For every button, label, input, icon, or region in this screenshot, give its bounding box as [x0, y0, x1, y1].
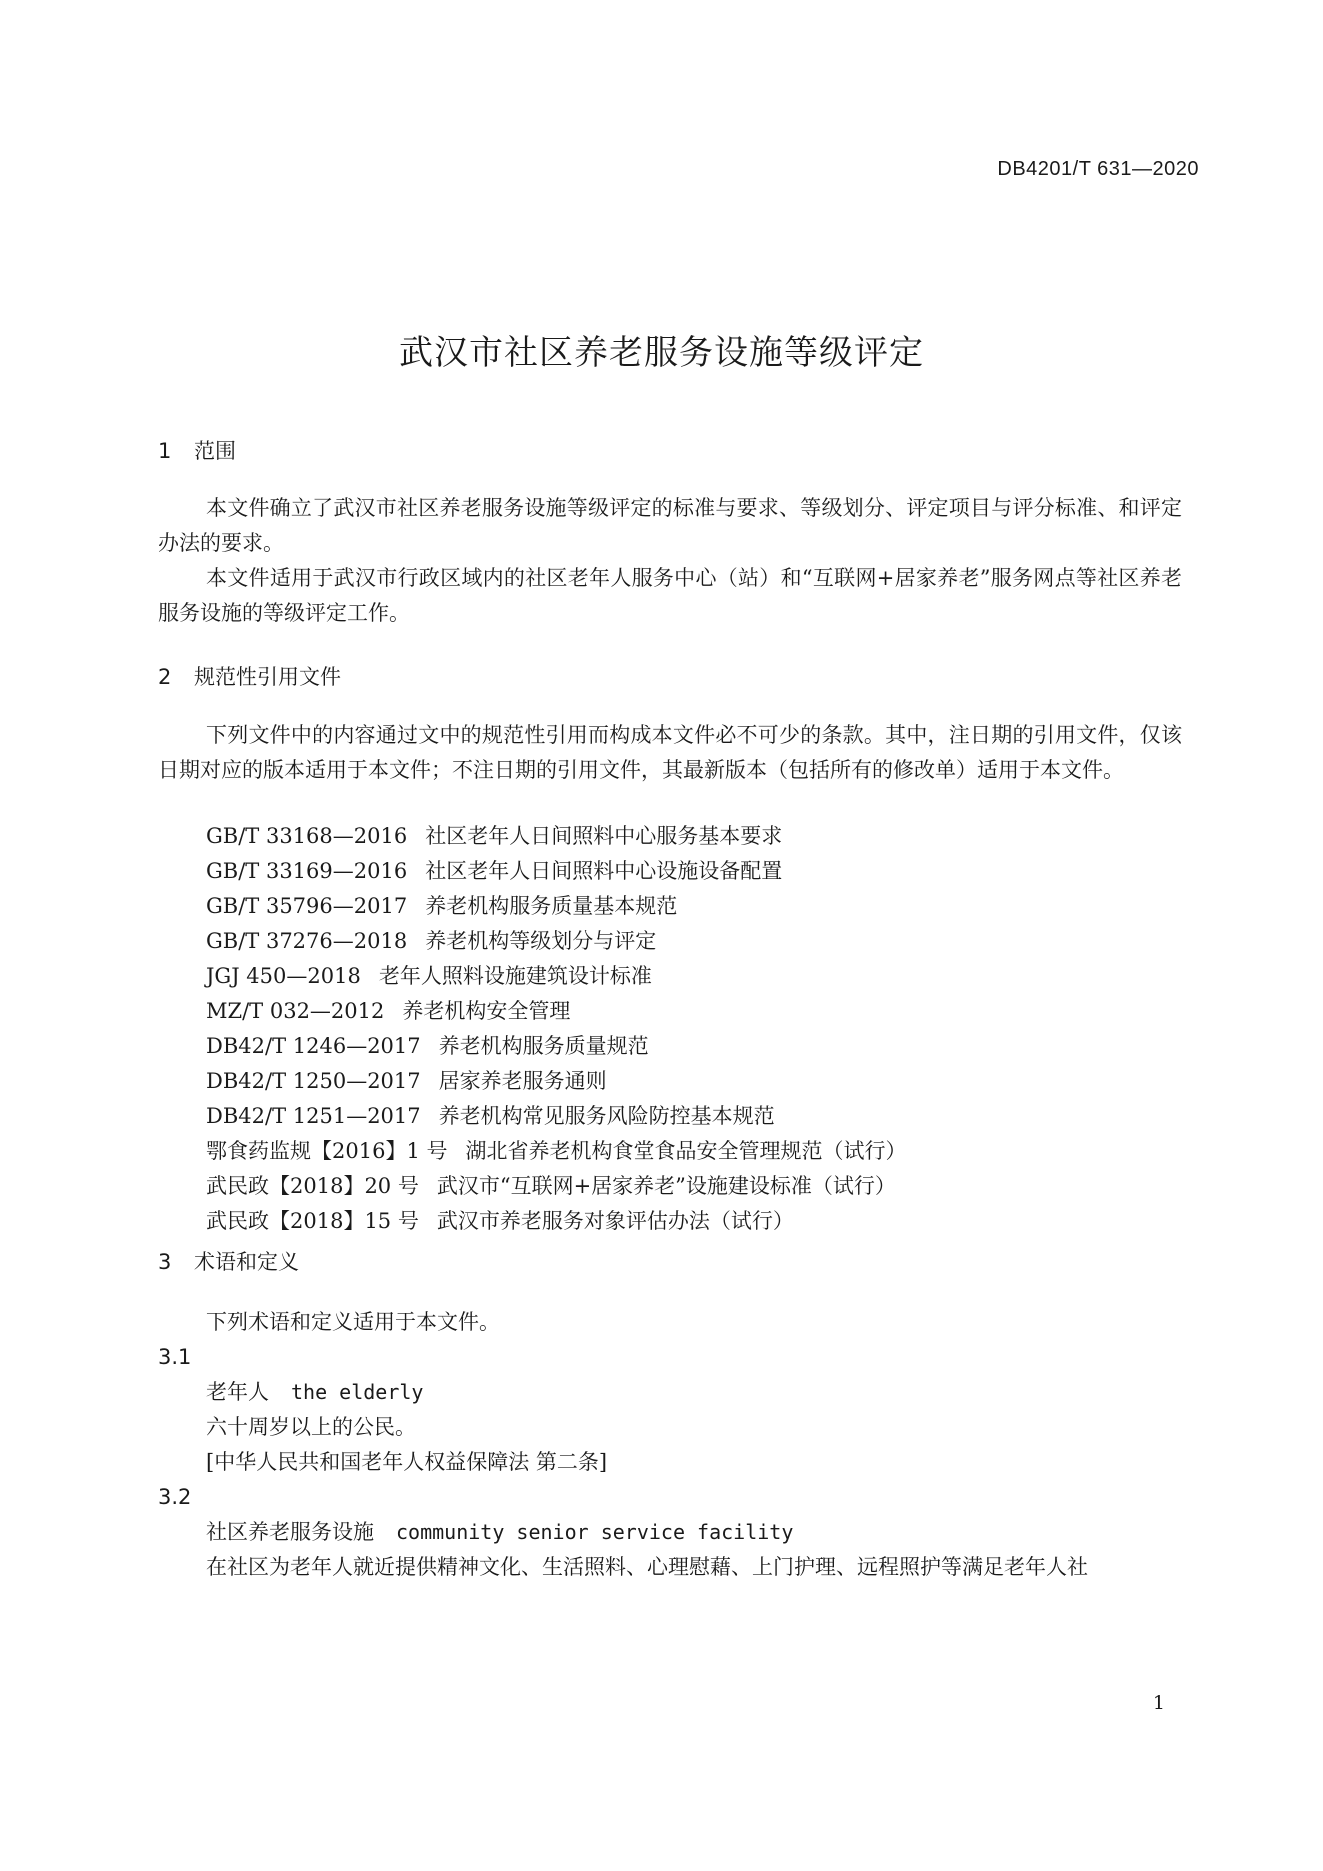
reference-name: 武汉市“互联网+居家养老”设施建设标准（试行） — [436, 1174, 896, 1198]
term-number: 3.1 — [158, 1345, 192, 1369]
reference-name: 养老机构服务质量规范 — [438, 1034, 649, 1058]
reference-name: 社区老年人日间照料中心设施设备配置 — [425, 859, 783, 883]
term-name: 老年人 — [206, 1380, 269, 1404]
reference-item — [206, 1134, 1196, 1169]
reference-name: 社区老年人日间照料中心服务基本要求 — [425, 824, 783, 848]
section-number: 3 — [158, 1250, 172, 1274]
reference-name: 养老机构常见服务风险防控基本规范 — [438, 1104, 775, 1128]
reference-name: 老年人照料设施建筑设计标准 — [378, 964, 652, 988]
reference-code: GB/T 35796—2017 — [206, 894, 408, 918]
reference-item — [206, 854, 1196, 889]
term-heading — [206, 1375, 1186, 1410]
terms-intro — [158, 1305, 1182, 1340]
term-definition: 六十周岁以上的公民。 — [206, 1415, 416, 1439]
section-heading-terms — [158, 1247, 299, 1277]
reference-name: 养老机构安全管理 — [402, 999, 571, 1023]
section-heading-normative-references — [158, 662, 341, 692]
reference-code: 武民政【2018】15 号 — [206, 1209, 419, 1233]
reference-code: GB/T 37276—2018 — [206, 929, 408, 953]
reference-code: MZ/T 032—2012 — [206, 999, 385, 1023]
reference-code: GB/T 33169—2016 — [206, 859, 408, 883]
reference-name: 养老机构服务质量基本规范 — [425, 894, 678, 918]
paragraph: 下列术语和定义适用于本文件。 — [206, 1310, 500, 1334]
paragraph: 本文件确立了武汉市社区养老服务设施等级评定的标准与要求、等级划分、评定项目与评分标准、和评定办法的要求。 — [158, 496, 1182, 555]
reference-item — [206, 1029, 1196, 1064]
term-number: 3.2 — [158, 1485, 192, 1509]
reference-item — [206, 1064, 1196, 1099]
section-title: 范围 — [194, 439, 236, 463]
reference-code: JGJ 450—2018 — [206, 964, 361, 988]
reference-item — [206, 1169, 1196, 1204]
section-number: 2 — [158, 665, 172, 689]
reference-code: DB42/T 1246—2017 — [206, 1034, 421, 1058]
reference-name: 湖北省养老机构食堂食品安全管理规范（试行） — [465, 1139, 907, 1163]
reference-name: 养老机构等级划分与评定 — [425, 929, 657, 953]
reference-item — [206, 994, 1196, 1029]
reference-list — [206, 819, 1196, 1239]
document-title: 武汉市社区养老服务设施等级评定 — [399, 333, 924, 373]
reference-code: DB42/T 1250—2017 — [206, 1069, 421, 1093]
reference-code: GB/T 33168—2016 — [206, 824, 408, 848]
reference-item — [206, 889, 1196, 924]
paragraph: 本文件适用于武汉市行政区域内的社区老年人服务中心（站）和“互联网+居家养老”服务网点等社区养老服务设施的等级评定工作。 — [158, 566, 1182, 625]
reference-name: 武汉市养老服务对象评估办法（试行） — [436, 1209, 794, 1233]
reference-item — [206, 819, 1196, 854]
paragraph: 下列文件中的内容通过文中的规范性引用而构成本文件必不可少的条款。其中，注日期的引用文件，仅该日期对应的版本适用于本文件；不注日期的引用文件，其最新版本（包括所有的修改单）适用于本文件。 — [158, 723, 1182, 782]
document-code: DB4201/T 631—2020 — [997, 158, 1199, 180]
term-source: [中华人民共和国老年人权益保障法 第二条] — [206, 1450, 608, 1474]
reference-code: DB42/T 1251—2017 — [206, 1104, 421, 1128]
reference-item — [206, 1204, 1196, 1239]
section-heading-scope — [158, 436, 236, 466]
section-title: 术语和定义 — [194, 1250, 299, 1274]
term-definition: 在社区为老年人就近提供精神文化、生活照料、心理慰藉、上门护理、远程照护等满足老年人社 — [206, 1555, 1088, 1579]
reference-item — [206, 1099, 1196, 1134]
term-heading — [206, 1515, 1186, 1550]
scope-text — [158, 491, 1182, 631]
term-name: 社区养老服务设施 — [206, 1520, 374, 1544]
reference-item — [206, 924, 1196, 959]
page-number: 1 — [1152, 1692, 1165, 1714]
reference-name: 居家养老服务通则 — [438, 1069, 607, 1093]
section-title: 规范性引用文件 — [194, 665, 341, 689]
references-intro — [158, 718, 1182, 788]
reference-item — [206, 959, 1196, 994]
term-english: community senior service facility — [396, 1520, 794, 1544]
reference-code: 武民政【2018】20 号 — [206, 1174, 419, 1198]
section-number: 1 — [158, 439, 172, 463]
reference-code: 鄂食药监规【2016】1 号 — [206, 1139, 448, 1163]
term-english: the elderly — [291, 1380, 424, 1404]
